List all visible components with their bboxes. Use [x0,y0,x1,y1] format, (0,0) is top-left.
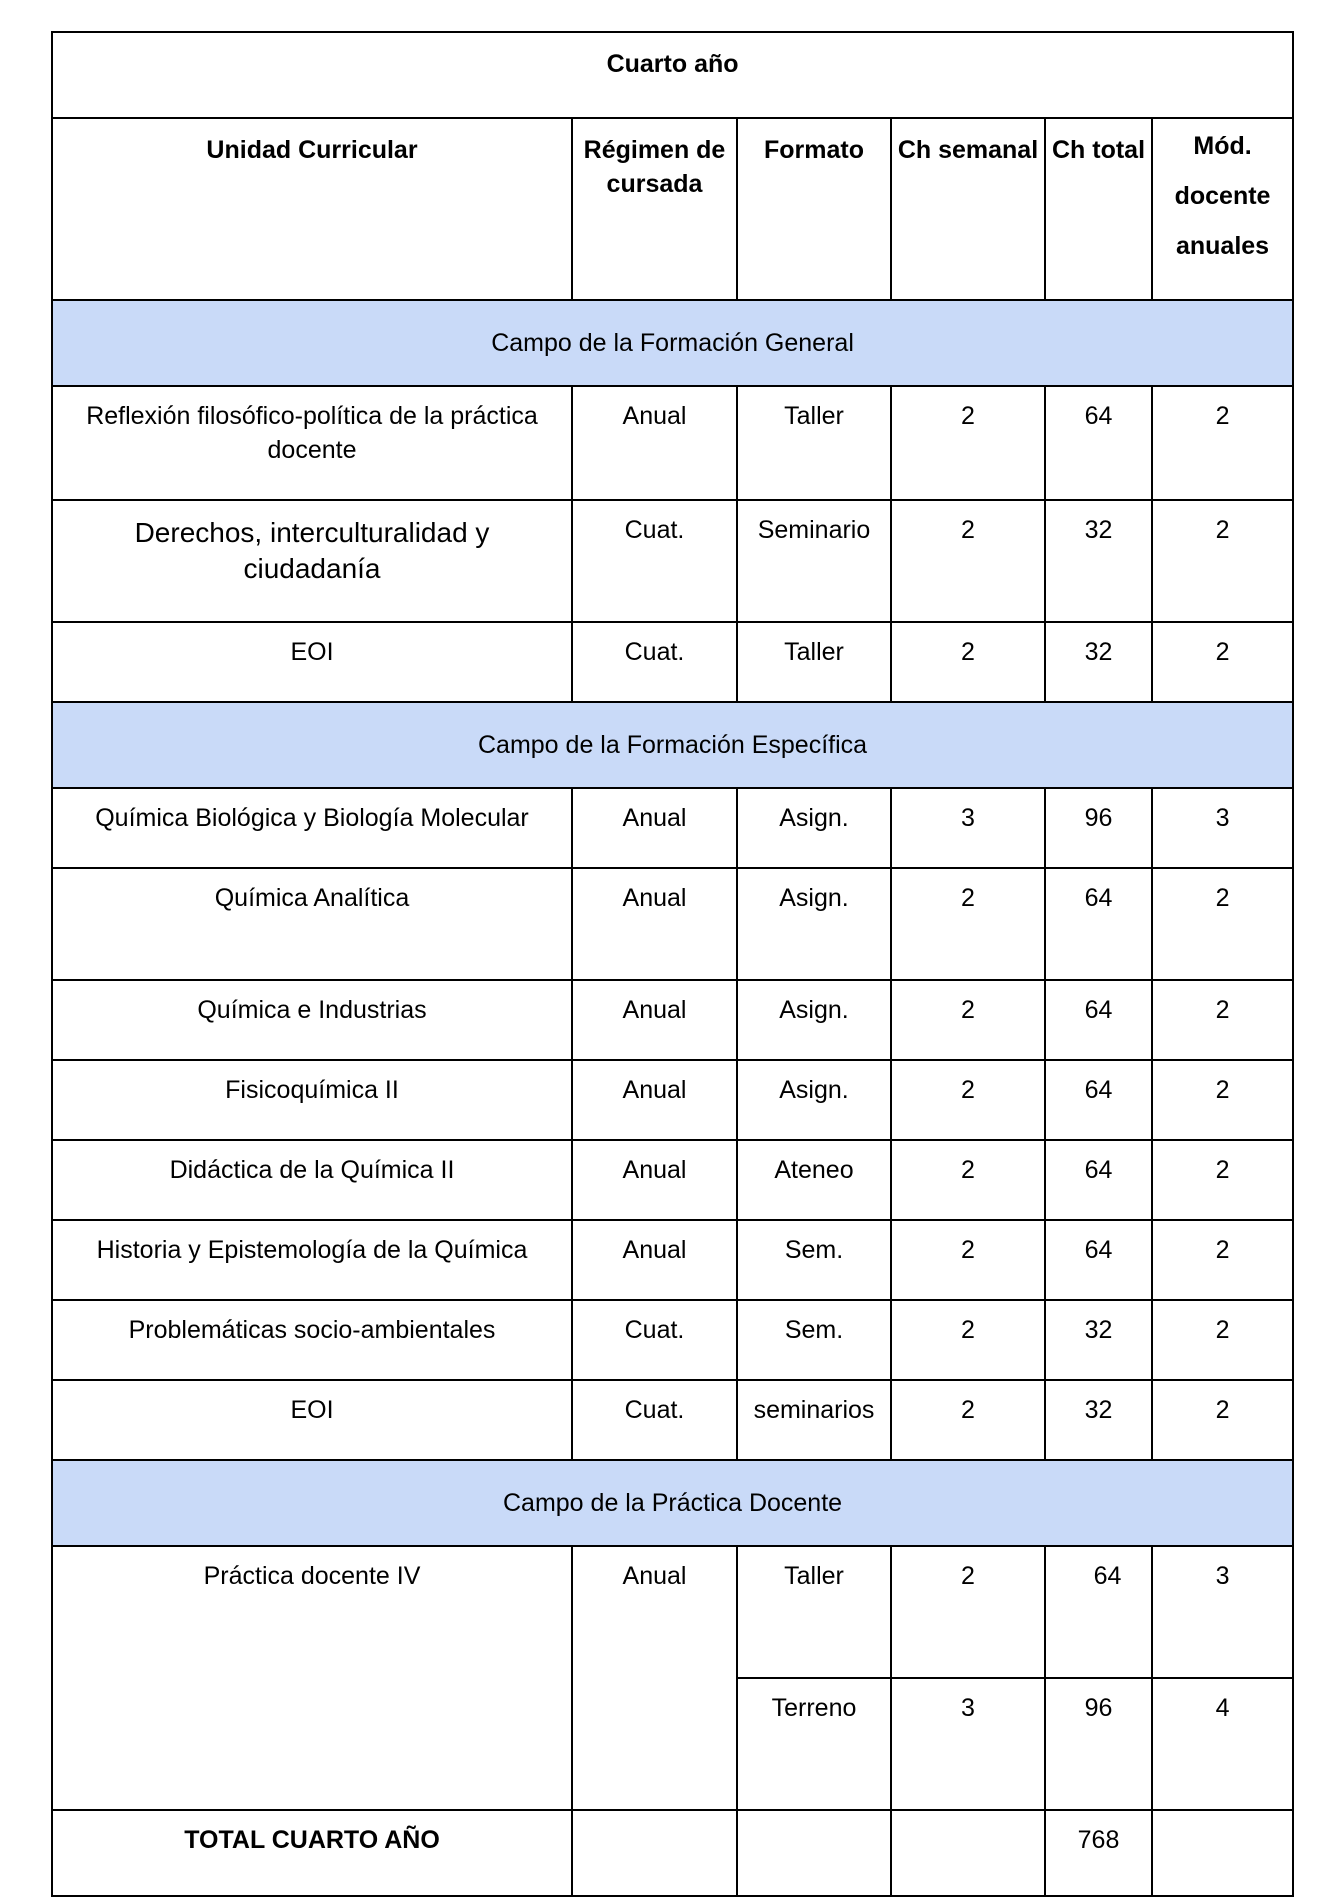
table-row [52,1060,1293,1140]
section-practica-label: Campo de la Práctica Docente [52,1460,1293,1546]
ch-semanal-cell [891,1380,1045,1460]
regimen-cell [572,386,737,500]
ch-semanal-value: 2 [961,1156,975,1184]
ch-total-cell [1045,1220,1152,1300]
section-row-especifica [52,702,1293,788]
header-unidad-label: Unidad Curricular [206,136,418,164]
mod-cell [1152,980,1293,1060]
formato-value: Sem. [784,1236,844,1264]
ch-semanal-cell [891,788,1045,868]
ch-semanal-value: 2 [961,1316,975,1344]
mod-cell [1152,868,1293,980]
table-row [52,1300,1293,1380]
header-mod-line2: docente [1174,182,1271,210]
unidad-label: EOI [290,1396,334,1424]
ch-total-cell [1045,1546,1152,1678]
ch-semanal-cell [891,1678,1045,1810]
unidad-line2: docente [267,436,357,464]
unidad-cell [52,500,572,622]
mod-cell [1152,1300,1293,1380]
table-row [52,1140,1293,1220]
ch-total-value: 64 [1084,1236,1113,1264]
ch-semanal-value: 3 [961,804,975,832]
unidad-cell [52,1300,572,1380]
ch-total-cell [1045,622,1152,702]
regimen-cell [572,1546,737,1810]
regimen-value: Cuat. [624,638,685,666]
mod-value: 2 [1215,1076,1230,1104]
header-regimen-line1: Régimen de [583,136,726,164]
mod-value: 2 [1215,996,1230,1024]
ch-total-value: 32 [1084,516,1113,544]
ch-semanal-cell [891,980,1045,1060]
regimen-value: Anual [622,402,687,430]
unidad-line2: ciudadanía [243,553,381,584]
ch-total-value: 32 [1084,1396,1113,1424]
regimen-value: Anual [622,1076,687,1104]
unidad-line1: Derechos, interculturalidad y [134,517,490,548]
regimen-cell [572,622,737,702]
formato-value: Terreno [771,1694,857,1722]
ch-semanal-value: 2 [961,1236,975,1264]
formato-cell [737,500,891,622]
table-row [52,980,1293,1060]
header-regimen [572,118,737,300]
table-row [52,788,1293,868]
mod-value: 2 [1215,402,1230,430]
regimen-value: Cuat. [624,1316,685,1344]
formato-value: seminarios [753,1396,875,1424]
unidad-cell [52,788,572,868]
unidad-cell [52,980,572,1060]
header-ch-total [1045,118,1152,300]
regimen-cell [572,1300,737,1380]
total-label: TOTAL CUARTO AÑO [184,1826,440,1854]
ch-semanal-cell [891,622,1045,702]
formato-value: Asign. [779,884,849,912]
formato-cell [737,622,891,702]
total-label-cell [52,1810,572,1896]
ch-semanal-value: 2 [961,638,975,666]
formato-value: Seminario [757,516,871,544]
ch-semanal-cell [891,1546,1045,1678]
unidad-label [53,501,571,587]
unidad-label: Didáctica de la Química II [169,1156,455,1184]
ch-total-value: 96 [1084,1694,1113,1722]
header-unidad [52,118,572,300]
regimen-cell [572,1220,737,1300]
ch-semanal-cell [891,1140,1045,1220]
header-formato [737,118,891,300]
header-ch-semanal [891,118,1045,300]
formato-cell [737,1678,891,1810]
formato-cell [737,1380,891,1460]
mod-value: 2 [1215,516,1230,544]
mod-value: 2 [1215,638,1230,666]
total-ch-value: 768 [1077,1826,1120,1854]
ch-total-value: 64 [1084,884,1113,912]
mod-value: 3 [1215,1562,1230,1590]
regimen-value: Anual [622,1236,687,1264]
formato-cell [737,980,891,1060]
ch-total-value: 64 [1084,1076,1113,1104]
formato-cell [737,386,891,500]
table-row [52,1546,1293,1678]
mod-cell [1152,1546,1293,1678]
total-row [52,1810,1293,1896]
ch-semanal-value: 2 [961,1562,975,1590]
unidad-cell [52,622,572,702]
unidad-cell [52,1380,572,1460]
header-mod-line3: anuales [1175,232,1270,260]
table-title-cell [52,32,1293,118]
formato-value: Taller [784,402,844,430]
ch-semanal-cell [891,1220,1045,1300]
formato-cell [737,868,891,980]
regimen-cell [572,788,737,868]
ch-total-cell [1045,868,1152,980]
unidad-label: Problemáticas socio-ambientales [128,1316,496,1344]
table-row [52,386,1293,500]
ch-semanal-cell [891,868,1045,980]
formato-value: Asign. [779,996,849,1024]
regimen-value: Anual [622,884,687,912]
regimen-value: Cuat. [624,516,685,544]
formato-cell [737,788,891,868]
regimen-cell [572,1140,737,1220]
formato-value: Sem. [784,1316,844,1344]
unidad-label: Práctica docente IV [203,1562,421,1590]
unidad-cell [52,1546,572,1810]
total-empty-cell [1152,1810,1293,1896]
ch-semanal-value: 2 [961,402,975,430]
mod-cell [1152,1220,1293,1300]
formato-value: Asign. [779,804,849,832]
mod-cell [1152,788,1293,868]
header-mod-line1: Mód. [1193,132,1252,160]
mod-cell [1152,622,1293,702]
unidad-cell [52,1140,572,1220]
section-general-label: Campo de la Formación General [52,300,1293,386]
unidad-label: Fisicoquímica II [225,1076,399,1104]
mod-value: 2 [1215,1236,1230,1264]
ch-semanal-value: 2 [961,884,975,912]
mod-value: 3 [1215,804,1230,832]
ch-total-cell [1045,386,1152,500]
ch-total-value: 96 [1084,804,1113,832]
ch-total-value: 64 [1093,1562,1122,1590]
mod-cell [1152,1678,1293,1810]
ch-semanal-cell [891,1300,1045,1380]
ch-total-cell [1045,1380,1152,1460]
ch-semanal-value: 3 [961,1694,975,1722]
ch-total-cell [1045,1678,1152,1810]
ch-semanal-cell [891,1060,1045,1140]
mod-value: 2 [1215,884,1230,912]
section-especifica-label: Campo de la Formación Específica [52,702,1293,788]
formato-cell [737,1060,891,1140]
mod-cell [1152,500,1293,622]
ch-total-cell [1045,1300,1152,1380]
ch-semanal-value: 2 [961,1396,975,1424]
unidad-label: EOI [290,638,334,666]
mod-cell [1152,1060,1293,1140]
unidad-line1: Reflexión filosófico-política de la práctica [86,402,538,430]
formato-cell [737,1220,891,1300]
ch-total-cell [1045,1140,1152,1220]
section-row-general [52,300,1293,386]
unidad-label: Historia y Epistemología de la Química [96,1236,528,1264]
total-empty-cell [891,1810,1045,1896]
ch-semanal-cell [891,500,1045,622]
ch-total-value: 64 [1084,1156,1113,1184]
mod-cell [1152,386,1293,500]
ch-semanal-value: 2 [961,1076,975,1104]
mod-value: 2 [1215,1156,1230,1184]
formato-cell [737,1300,891,1380]
unidad-cell [52,1220,572,1300]
total-empty-cell [737,1810,891,1896]
unidad-label: Química e Industrias [197,996,427,1024]
regimen-cell [572,500,737,622]
ch-total-value: 64 [1084,996,1113,1024]
mod-value: 4 [1215,1694,1230,1722]
formato-value: Ateneo [774,1156,854,1184]
table-row [52,622,1293,702]
regimen-cell [572,1380,737,1460]
mod-value: 2 [1215,1396,1230,1424]
header-formato-label: Formato [764,136,864,164]
unidad-cell [52,386,572,500]
ch-total-value: 32 [1084,638,1113,666]
formato-cell [737,1140,891,1220]
unidad-cell [52,868,572,980]
table-row [52,500,1293,622]
ch-semanal-value: 2 [961,996,975,1024]
header-ch-total-label: Ch total [1051,136,1146,164]
header-mod [1152,118,1293,300]
table-row [52,1220,1293,1300]
regimen-cell [572,1060,737,1140]
ch-total-value: 32 [1084,1316,1113,1344]
ch-total-cell [1045,500,1152,622]
regimen-cell [572,868,737,980]
formato-value: Asign. [779,1076,849,1104]
unidad-label [53,387,571,467]
ch-semanal-value: 2 [961,516,975,544]
header-mod-label [1153,119,1292,271]
header-ch-semanal-label: Ch semanal [897,136,1039,164]
total-empty-cell [572,1810,737,1896]
header-regimen-label [573,119,736,201]
regimen-value: Cuat. [624,1396,685,1424]
formato-value: Taller [784,638,844,666]
table-row [52,868,1293,980]
curriculum-table [51,31,1294,1897]
table-title-row [52,32,1293,118]
ch-total-value: 64 [1084,402,1113,430]
regimen-value: Anual [622,996,687,1024]
ch-total-cell [1045,788,1152,868]
formato-value: Taller [784,1562,844,1590]
regimen-cell [572,980,737,1060]
unidad-label: Química Biológica y Biología Molecular [95,804,529,832]
table-title: Cuarto año [606,50,739,78]
table-row [52,1380,1293,1460]
mod-value: 2 [1215,1316,1230,1344]
unidad-label: Química Analítica [214,884,410,912]
mod-cell [1152,1380,1293,1460]
total-ch-cell [1045,1810,1152,1896]
ch-total-cell [1045,980,1152,1060]
regimen-value: Anual [622,804,687,832]
unidad-cell [52,1060,572,1140]
section-row-practica [52,1460,1293,1546]
regimen-value: Anual [622,1562,687,1590]
header-row [52,118,1293,300]
ch-semanal-cell [891,386,1045,500]
ch-total-cell [1045,1060,1152,1140]
header-regimen-line2: cursada [606,170,703,198]
regimen-value: Anual [622,1156,687,1184]
formato-cell [737,1546,891,1678]
mod-cell [1152,1140,1293,1220]
